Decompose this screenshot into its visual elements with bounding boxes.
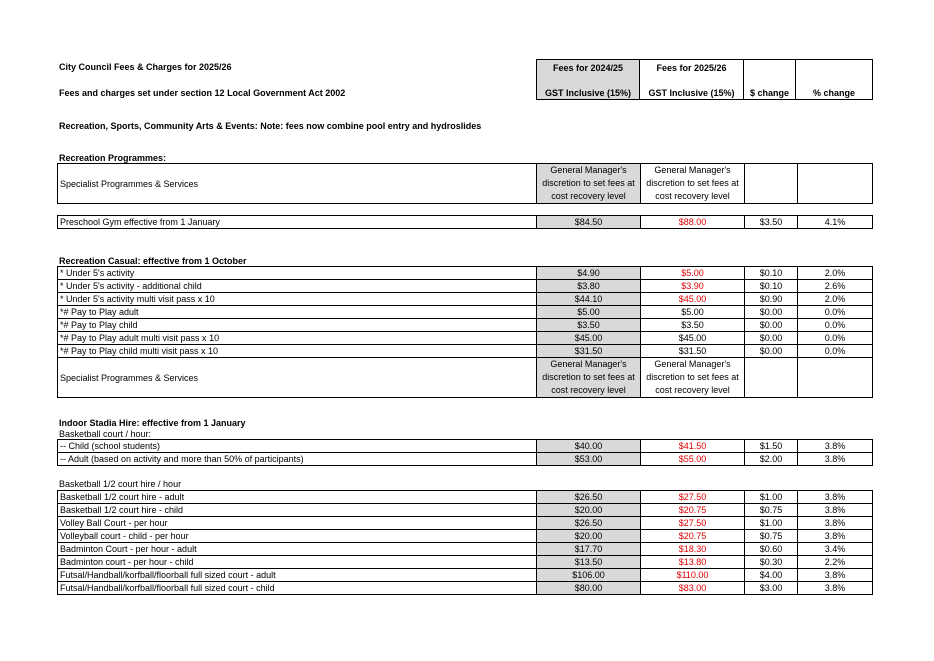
- row-label: * Under 5's activity: [58, 267, 537, 280]
- row-label: * Under 5's activity multi visit pass x 10: [58, 293, 537, 306]
- rec-casual-table: [57, 266, 873, 398]
- fee-prev: $31.50: [537, 345, 641, 358]
- dollar-change: $0.75: [745, 504, 798, 517]
- dollar-change: $4.00: [745, 569, 798, 582]
- pct-change: 3.8%: [798, 517, 873, 530]
- header-fees-prev-box: [536, 59, 640, 100]
- pct-change: 0.0%: [798, 319, 873, 332]
- table-row: [58, 491, 873, 504]
- dollar-change: $0.10: [745, 280, 798, 293]
- pct-change: 2.0%: [798, 293, 873, 306]
- dollar-change: $3.50: [745, 216, 798, 229]
- pct-change: 0.0%: [798, 332, 873, 345]
- gm-discretion-curr: General Manager's discretion to set fees at cost recovery level: [641, 358, 745, 398]
- row-label: Volleyball court - child - per hour: [58, 530, 537, 543]
- rec-programmes-table: [57, 163, 873, 204]
- pct-change: 2.6%: [798, 280, 873, 293]
- fee-curr: $55.00: [641, 453, 745, 466]
- table-row: [58, 345, 873, 358]
- header-fees-curr-box: [639, 59, 744, 100]
- pct-change: 3.8%: [798, 440, 873, 453]
- fee-curr: $5.00: [641, 306, 745, 319]
- fee-curr: $88.00: [641, 216, 745, 229]
- dollar-change: $1.00: [745, 491, 798, 504]
- row-label: *# Pay to Play child multi visit pass x 10: [58, 345, 537, 358]
- empty-cell: [745, 164, 798, 204]
- header-gst-prev: GST Inclusive (15%): [544, 88, 632, 98]
- fee-prev: $3.50: [537, 319, 641, 332]
- pct-change: 2.2%: [798, 556, 873, 569]
- table-row: [58, 556, 873, 569]
- pct-change: 3.8%: [798, 491, 873, 504]
- table-row: [58, 332, 873, 345]
- dollar-change: $0.60: [745, 543, 798, 556]
- fee-curr: $45.00: [641, 293, 745, 306]
- table-row: [58, 569, 873, 582]
- fee-curr: $27.50: [641, 491, 745, 504]
- fee-prev: $13.50: [537, 556, 641, 569]
- fee-prev: $80.00: [537, 582, 641, 595]
- fee-curr: $45.00: [641, 332, 745, 345]
- empty-cell: [745, 358, 798, 398]
- header-gst-curr: GST Inclusive (15%): [648, 88, 735, 98]
- preschool-table: [57, 215, 873, 229]
- row-label: -- Child (school students): [58, 440, 537, 453]
- table-row: [58, 358, 873, 398]
- fee-curr: $3.90: [641, 280, 745, 293]
- pct-change: 4.1%: [798, 216, 873, 229]
- pct-change: 3.4%: [798, 543, 873, 556]
- dollar-change: $3.00: [745, 582, 798, 595]
- dollar-change: $0.00: [745, 319, 798, 332]
- fee-curr: $83.00: [641, 582, 745, 595]
- dollar-change: $0.00: [745, 345, 798, 358]
- section-title: Recreation, Sports, Community Arts & Events: Note: fees now combine pool entry and hydroslides: [59, 121, 482, 131]
- fee-prev: $40.00: [537, 440, 641, 453]
- fee-curr: $5.00: [641, 267, 745, 280]
- table-row: [58, 306, 873, 319]
- pct-change: 3.8%: [798, 530, 873, 543]
- fee-curr: $27.50: [641, 517, 745, 530]
- stadia-heading: Indoor Stadia Hire: effective from 1 January: [59, 418, 246, 428]
- table-row: [58, 453, 873, 466]
- row-label: Futsal/Handball/korfball/floorball full sized court - adult: [58, 569, 537, 582]
- row-label: Futsal/Handball/korfball/floorball full sized court - child: [58, 582, 537, 595]
- row-label: Specialist Programmes & Services: [58, 164, 537, 204]
- row-label: Volley Ball Court - per hour: [58, 517, 537, 530]
- row-label: Specialist Programmes & Services: [58, 358, 537, 398]
- pct-change: 3.8%: [798, 582, 873, 595]
- fee-prev: $4.90: [537, 267, 641, 280]
- pct-change: 2.0%: [798, 267, 873, 280]
- fee-curr: $31.50: [641, 345, 745, 358]
- table-row: [58, 530, 873, 543]
- fee-prev: $53.00: [537, 453, 641, 466]
- table-row: [58, 517, 873, 530]
- fee-prev: $44.10: [537, 293, 641, 306]
- row-label: Badminton Court - per hour - adult: [58, 543, 537, 556]
- table-row: [58, 582, 873, 595]
- header-fees-curr: Fees for 2025/26: [656, 63, 727, 73]
- pct-change: 3.8%: [798, 504, 873, 517]
- dollar-change: $0.10: [745, 267, 798, 280]
- stadia-table-1: [57, 439, 873, 466]
- pct-change: 0.0%: [798, 306, 873, 319]
- gm-discretion-prev: General Manager's discretion to set fees at cost recovery level: [537, 358, 641, 398]
- row-label: *# Pay to Play adult: [58, 306, 537, 319]
- fee-prev: $106.00: [537, 569, 641, 582]
- fee-prev: $45.00: [537, 332, 641, 345]
- empty-cell: [798, 164, 873, 204]
- header-fees-prev: Fees for 2024/25: [552, 63, 624, 73]
- header-change-box: [743, 59, 796, 100]
- document-subtitle: Fees and charges set under section 12 Local Government Act 2002: [59, 88, 346, 98]
- fee-prev: $3.80: [537, 280, 641, 293]
- table-row: [58, 164, 873, 204]
- dollar-change: $1.00: [745, 517, 798, 530]
- fee-curr: $3.50: [641, 319, 745, 332]
- pct-change: 3.8%: [798, 569, 873, 582]
- dollar-change: $0.30: [745, 556, 798, 569]
- dollar-change: $0.00: [745, 306, 798, 319]
- table-row: [58, 216, 873, 229]
- stadia-table-2: [57, 490, 873, 595]
- table-row: [58, 440, 873, 453]
- row-label: Badminton court - per hour - child: [58, 556, 537, 569]
- empty-cell: [798, 358, 873, 398]
- pct-change: 3.8%: [798, 453, 873, 466]
- dollar-change: $2.00: [745, 453, 798, 466]
- rec-casual-heading: Recreation Casual: effective from 1 October: [59, 256, 247, 266]
- row-label: * Under 5's activity - additional child: [58, 280, 537, 293]
- fee-prev: $20.00: [537, 504, 641, 517]
- fee-curr: $20.75: [641, 504, 745, 517]
- header-pct: % change: [812, 88, 855, 98]
- row-label: *# Pay to Play child: [58, 319, 537, 332]
- fee-prev: $17.70: [537, 543, 641, 556]
- row-label: Preschool Gym effective from 1 January: [58, 216, 537, 229]
- fee-prev: $26.50: [537, 491, 641, 504]
- fee-curr: $41.50: [641, 440, 745, 453]
- pct-change: 0.0%: [798, 345, 873, 358]
- header-pct-box: [795, 59, 873, 100]
- table-row: [58, 267, 873, 280]
- rec-programmes-heading: Recreation Programmes:: [59, 153, 167, 163]
- stadia-sub1: Basketball court / hour:: [59, 429, 152, 439]
- fee-curr: $20.75: [641, 530, 745, 543]
- dollar-change: $1.50: [745, 440, 798, 453]
- gm-discretion-prev: General Manager's discretion to set fees at cost recovery level: [537, 164, 641, 204]
- stadia-sub2: Basketball 1/2 court hire / hour: [59, 479, 182, 489]
- row-label: Basketball 1/2 court hire - adult: [58, 491, 537, 504]
- fee-curr: $13.80: [641, 556, 745, 569]
- fee-prev: $20.00: [537, 530, 641, 543]
- fee-prev: $84.50: [537, 216, 641, 229]
- fee-prev: $26.50: [537, 517, 641, 530]
- table-row: [58, 504, 873, 517]
- table-row: [58, 293, 873, 306]
- row-label: *# Pay to Play adult multi visit pass x 10: [58, 332, 537, 345]
- gm-discretion-curr: General Manager's discretion to set fees at cost recovery level: [641, 164, 745, 204]
- dollar-change: $0.90: [745, 293, 798, 306]
- document-title: City Council Fees & Charges for 2025/26: [59, 62, 232, 72]
- header-change: $ change: [749, 88, 789, 98]
- fee-curr: $18.30: [641, 543, 745, 556]
- dollar-change: $0.75: [745, 530, 798, 543]
- fee-prev: $5.00: [537, 306, 641, 319]
- fee-curr: $110.00: [641, 569, 745, 582]
- row-label: Basketball 1/2 court hire - child: [58, 504, 537, 517]
- table-row: [58, 319, 873, 332]
- row-label: -- Adult (based on activity and more than 50% of participants): [58, 453, 537, 466]
- dollar-change: $0.00: [745, 332, 798, 345]
- table-row: [58, 280, 873, 293]
- table-row: [58, 543, 873, 556]
